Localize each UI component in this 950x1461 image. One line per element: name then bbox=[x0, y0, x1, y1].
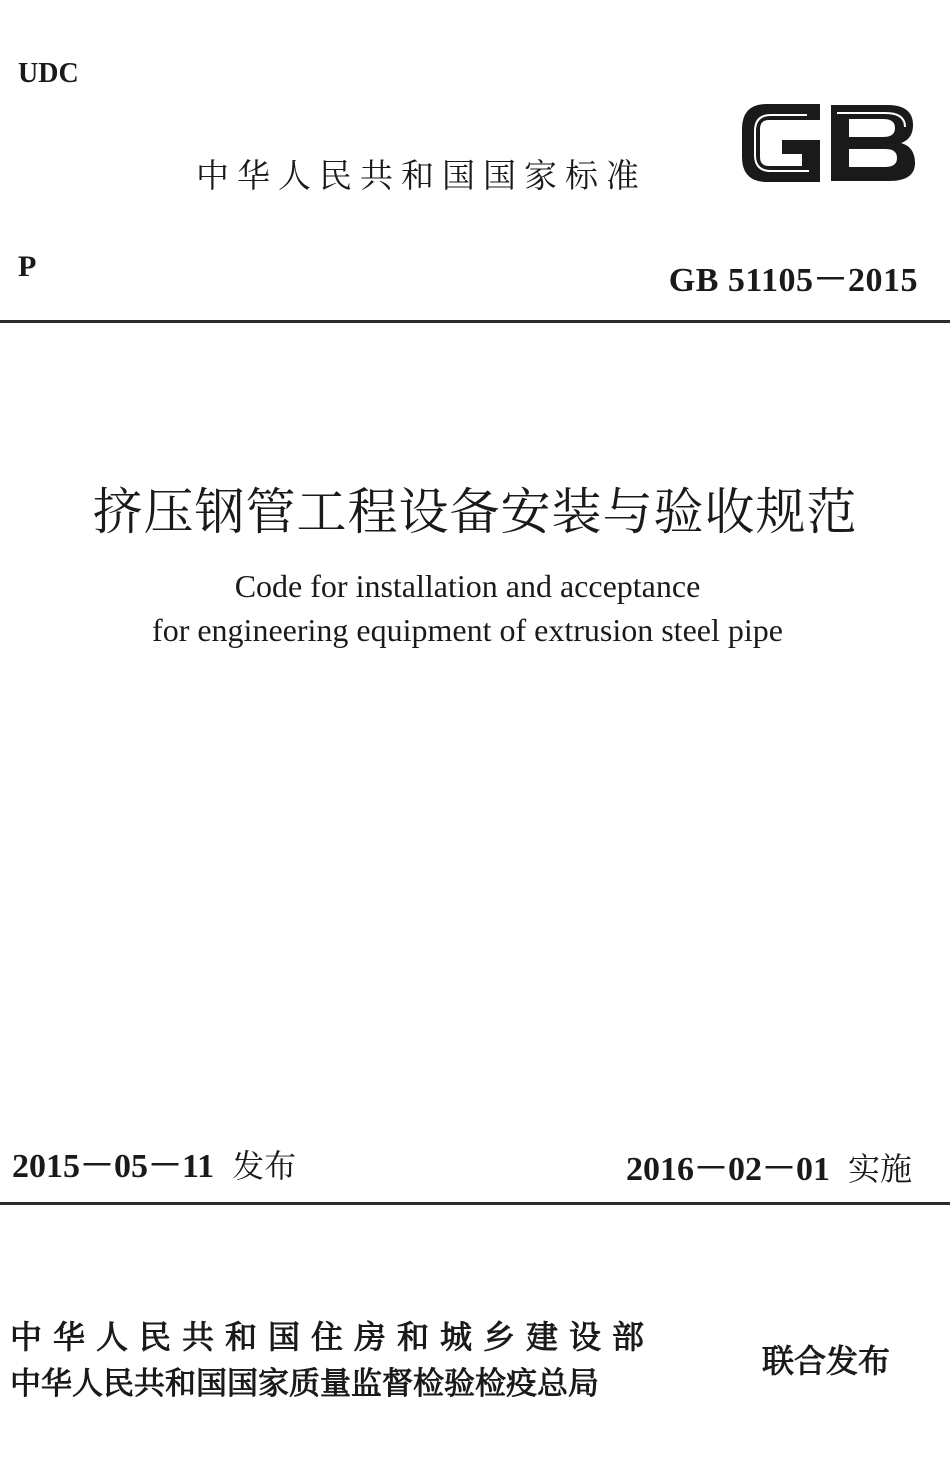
issue-label: 发布 bbox=[232, 1147, 297, 1185]
classification-code: P bbox=[18, 250, 37, 283]
joint-issue-label: 联合发布 bbox=[762, 1342, 891, 1380]
issuer-ministry: 中华人民共和国住房和城乡建设部 bbox=[10, 1318, 656, 1356]
standard-category: 中华人民共和国国家标准 bbox=[196, 156, 647, 195]
issue-date-block bbox=[12, 1138, 296, 1187]
standard-number: GB 51105－2015 bbox=[668, 262, 918, 299]
top-divider bbox=[0, 320, 950, 323]
effective-date: 2016－02－01 bbox=[625, 1151, 830, 1188]
title-chinese: 挤压钢管工程设备安装与验收规范 bbox=[92, 483, 858, 541]
title-english-line1: Code for installation and acceptance bbox=[234, 568, 701, 604]
gb-logo bbox=[737, 95, 919, 191]
effective-date-block bbox=[626, 1141, 912, 1190]
bottom-divider bbox=[0, 1202, 950, 1205]
title-english-line2: for engineering equipment of extrusion steel pipe bbox=[152, 612, 783, 648]
issue-date: 2015－05－11 bbox=[12, 1148, 215, 1185]
issuer-aqsiq: 中华人民共和国国家质量监督检验检疫总局 bbox=[10, 1366, 599, 1402]
udc-label: UDC bbox=[18, 58, 79, 89]
effective-label: 实施 bbox=[847, 1150, 912, 1188]
